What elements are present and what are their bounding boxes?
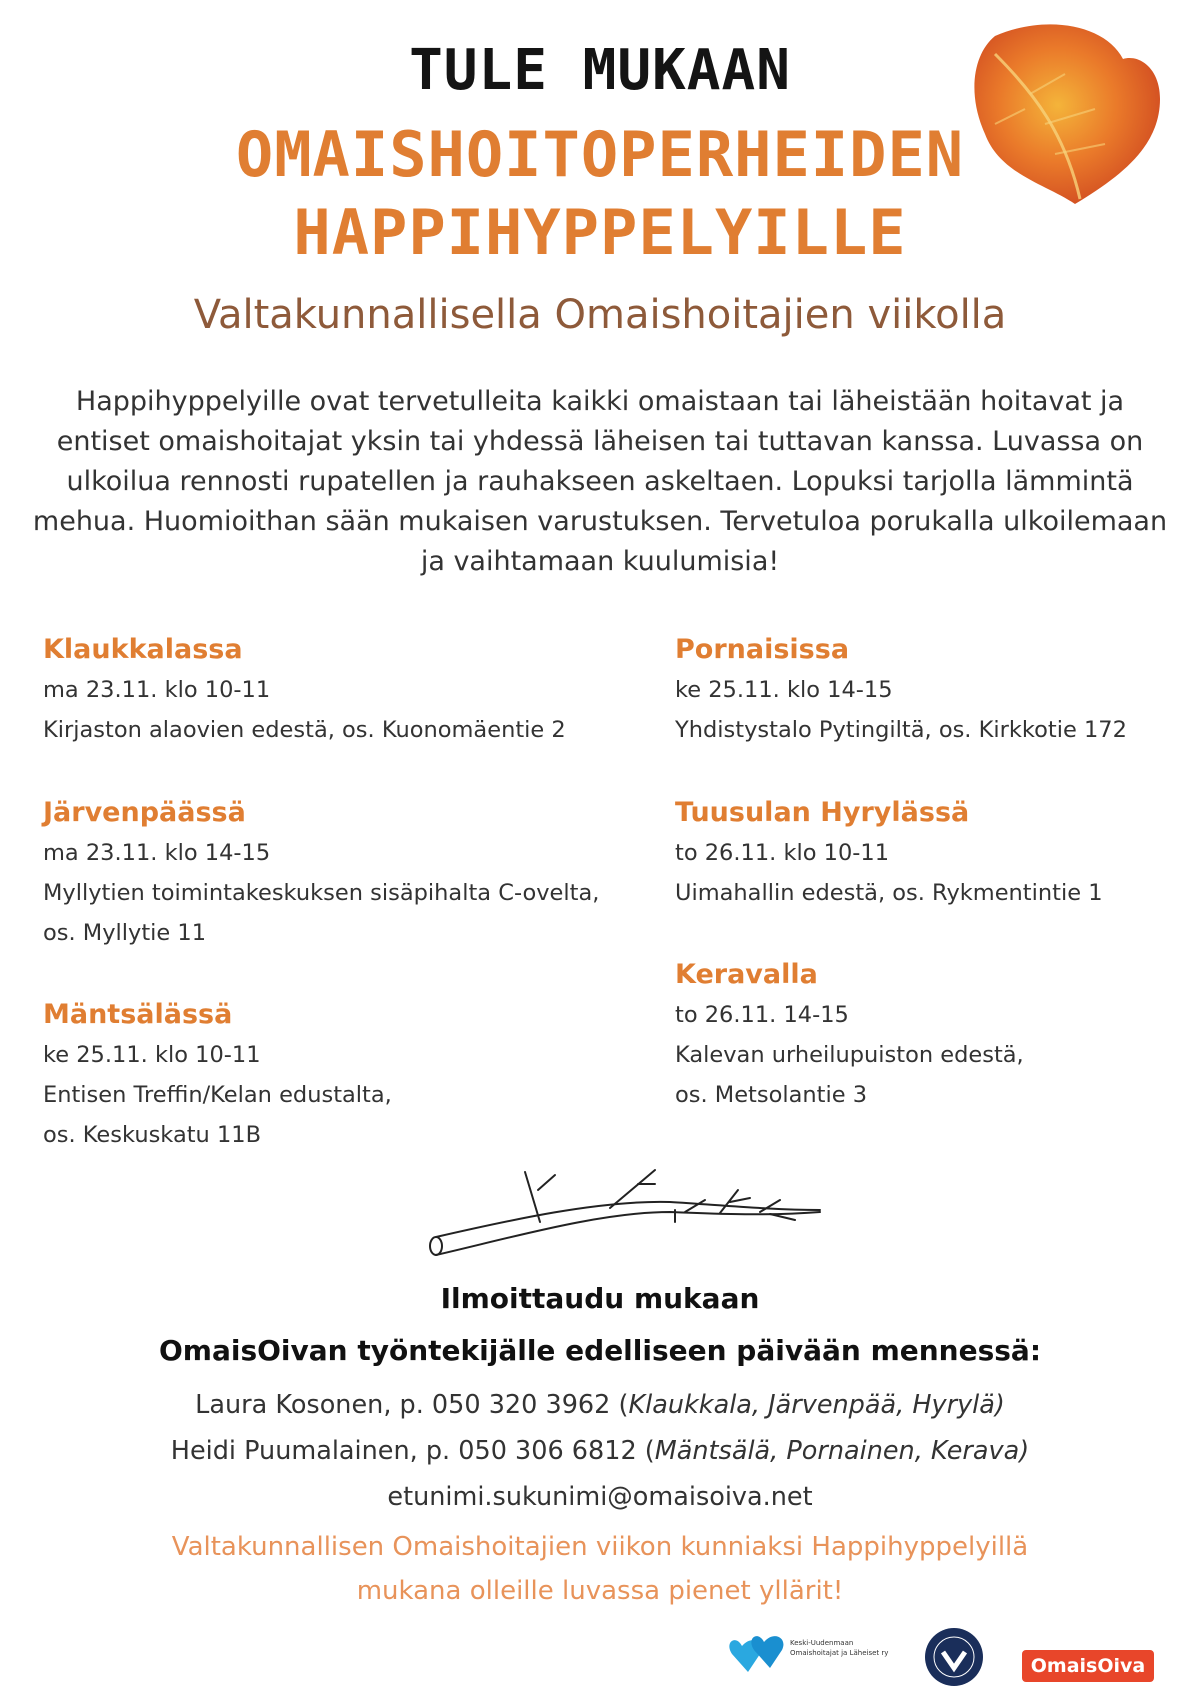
event-address: os. Keskuskatu 11B bbox=[43, 1122, 262, 1148]
subtitle: Valtakunnallisella Omaishoitajien viikolla bbox=[193, 292, 1007, 338]
event-jarvenpaa bbox=[43, 793, 603, 953]
event-town: Mäntsälässä bbox=[43, 999, 233, 1030]
contact-laura-phone: Laura Kosonen, p. 050 320 3962 ( bbox=[195, 1390, 629, 1420]
header-line-3: HAPPIHYPPELYILLE bbox=[293, 196, 907, 269]
veikkaus-seal-icon bbox=[923, 1626, 985, 1688]
event-address: os. Myllytie 11 bbox=[43, 920, 207, 946]
contact-laura-areas: Klaukkala, Järvenpää, Hyrylä) bbox=[628, 1390, 1005, 1420]
header-line-2: OMAISHOITOPERHEIDEN bbox=[235, 118, 965, 191]
event-location: Myllytien toimintakeskuksen sisäpihalta C-ovelta, bbox=[43, 880, 600, 906]
registration-subtitle: OmaisOivan työntekijälle edelliseen päivään mennessä: bbox=[158, 1334, 1042, 1367]
hearts-icon bbox=[728, 1628, 788, 1680]
registration-title: Ilmoittaudu mukaan bbox=[440, 1282, 760, 1315]
keski-uudenmaan-logo bbox=[728, 1628, 898, 1680]
event-town: Järvenpäässä bbox=[43, 797, 246, 828]
contact-laura bbox=[0, 1382, 1200, 1428]
event-pornainen bbox=[675, 630, 1200, 750]
event-hyryla bbox=[675, 793, 1200, 913]
contact-heidi-areas: Mäntsälä, Pornainen, Kerava) bbox=[654, 1436, 1030, 1466]
event-location: Uimahallin edestä, os. Rykmentintie 1 bbox=[675, 880, 1103, 906]
promo-line-1: Valtakunnallisen Omaishoitajien viikon kunniaksi Happihyppelyillä bbox=[171, 1532, 1029, 1562]
event-mantsala bbox=[43, 995, 603, 1155]
omaisoiva-logo: OmaisOiva bbox=[1022, 1650, 1154, 1682]
event-kerava bbox=[675, 955, 1200, 1115]
logo-text-line-1: Keski-Uudenmaan bbox=[790, 1639, 854, 1647]
contact-heidi bbox=[0, 1428, 1200, 1474]
header-line-1: TULE MUKAAN bbox=[409, 38, 791, 103]
contact-heidi-phone: Heidi Puumalainen, p. 050 306 6812 ( bbox=[170, 1436, 655, 1466]
event-time: to 26.11. klo 10-11 bbox=[675, 840, 890, 866]
branch-illustration bbox=[420, 1150, 830, 1260]
event-time: ke 25.11. klo 10-11 bbox=[43, 1042, 261, 1068]
event-address: os. Metsolantie 3 bbox=[675, 1082, 868, 1108]
event-location: Kalevan urheilupuiston edestä, bbox=[675, 1042, 1024, 1068]
event-town: Pornaisissa bbox=[675, 634, 850, 665]
event-town: Keravalla bbox=[675, 959, 818, 990]
promo-line-2: mukana olleille luvassa pienet yllärit! bbox=[356, 1576, 844, 1606]
intro-paragraph: Happihyppelyille ovat tervetulleita kaikki omaistaan tai läheistään hoitavat ja entiset omaishoitajat yksin tai yhdessä läheisen tai tuttavan kanssa. Luvassa on ulkoilua rennosti rupatellen ja rauhakseen askeltaen. Lopuksi tarjolla lämmintä mehua. Huomioithan sään mukaisen varustuksen. Tervetuloa porukalla ulkoilemaan ja vaihtamaan kuulumisia! bbox=[32, 386, 1168, 577]
contact-email[interactable]: etunimi.sukunimi@omaisoiva.net bbox=[387, 1482, 813, 1512]
event-location: Kirjaston alaovien edestä, os. Kuonomäentie 2 bbox=[43, 717, 566, 743]
event-location: Entisen Treffin/Kelan edustalta, bbox=[43, 1082, 392, 1108]
event-time: ma 23.11. klo 14-15 bbox=[43, 840, 271, 866]
event-time: to 26.11. 14-15 bbox=[675, 1002, 849, 1028]
logo-text-line-2: Omaishoitajat ja Läheiset ry bbox=[790, 1649, 889, 1657]
event-town: Tuusulan Hyrylässä bbox=[675, 797, 970, 828]
event-time: ke 25.11. klo 14-15 bbox=[675, 677, 893, 703]
event-time: ma 23.11. klo 10-11 bbox=[43, 677, 271, 703]
event-location: Yhdistystalo Pytingiltä, os. Kirkkotie 172 bbox=[675, 717, 1127, 743]
event-klaukkala bbox=[43, 630, 603, 750]
event-town: Klaukkalassa bbox=[43, 634, 243, 665]
